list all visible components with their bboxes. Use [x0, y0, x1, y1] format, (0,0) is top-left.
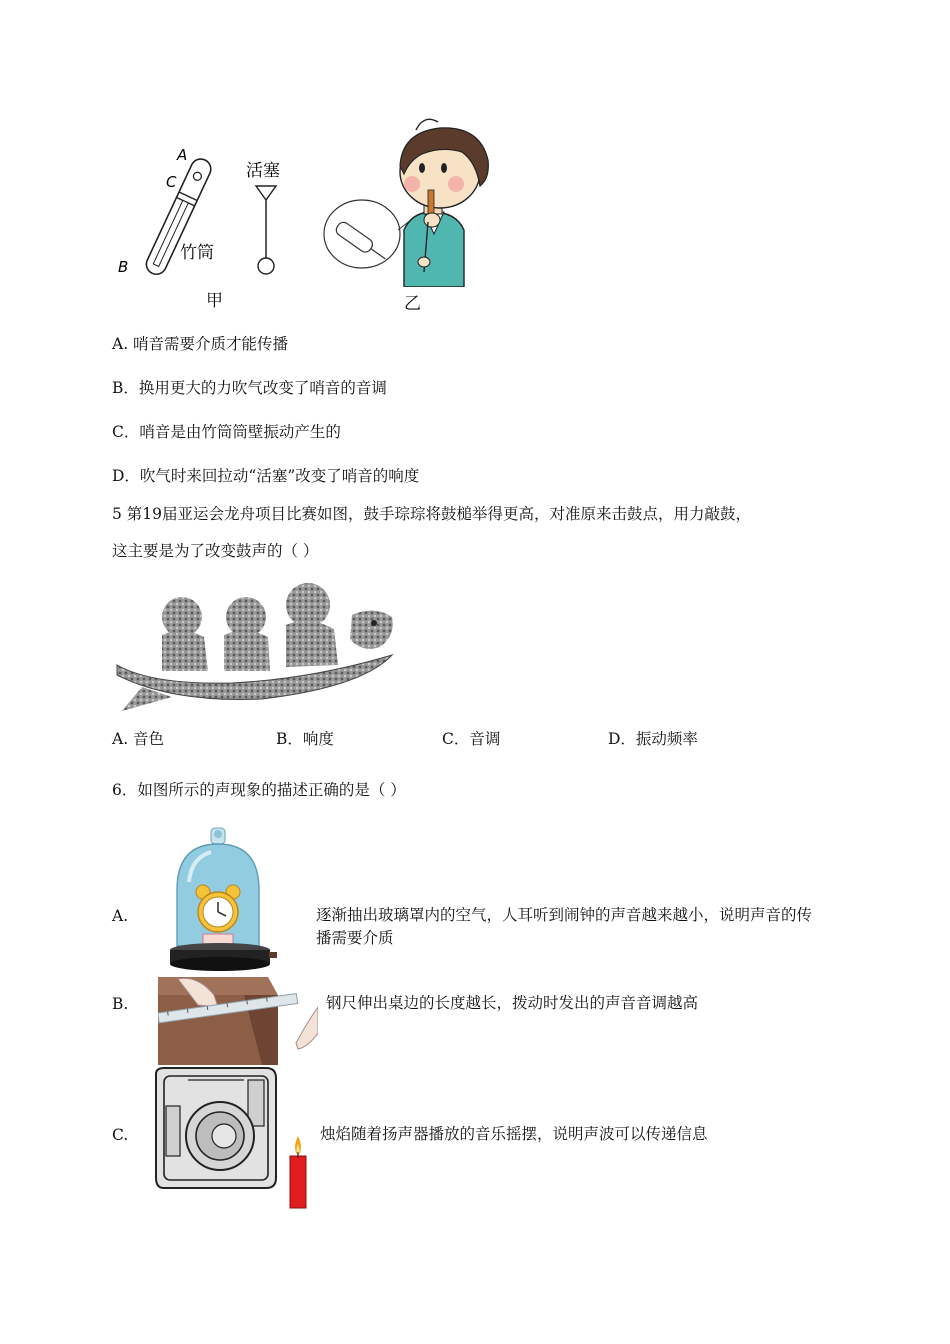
label-huosai: 活塞 [246, 161, 280, 181]
q6-stem: 6．如图所示的声现象的描述正确的是（ ） [112, 781, 406, 799]
q4-option-c: C．哨音是由竹筒筒壁振动产生的 [112, 423, 341, 441]
label-a: A [177, 146, 188, 164]
figure-label-yi: 乙 [404, 294, 421, 314]
q4-option-a: A. 哨音需要介质才能传播 [112, 335, 289, 353]
q4-option-b: B．换用更大的力吹气改变了哨音的音调 [112, 379, 387, 397]
figure-label-jia: 甲 [206, 291, 223, 311]
q5-stem-line2: 这主要是为了改变鼓声的（ ） [112, 542, 319, 560]
q6-option-a-text-2: 播需要介质 [316, 929, 394, 947]
steel-ruler-table-image [158, 977, 318, 1065]
q5-option-b: B．响度 [276, 730, 334, 748]
speaker-candle-image [148, 1066, 313, 1211]
q6-option-c-text: 烛焰随着扬声器播放的音乐摇摆，说明声波可以传递信息 [320, 1125, 708, 1143]
q5-stem-line1: 5 第19届亚运会龙舟项目比赛如图，鼓手琮琮将鼓槌举得更高，对准原来击鼓点，用力敲鼓， [112, 505, 752, 523]
q5-option-c: C．音调 [442, 730, 501, 748]
q6-option-b-text: 钢尺伸出桌边的长度越长，拨动时发出的声音音调越高 [326, 994, 699, 1012]
q6-option-a-text-1: 逐渐抽出玻璃罩内的空气，人耳听到闹钟的声音越来越小，说明声音的传 [316, 906, 813, 924]
q6-option-c-label: C. [112, 1126, 129, 1144]
q5-option-d: D．振动频率 [608, 730, 698, 748]
q5-option-a: A. 音色 [112, 730, 165, 748]
q4-option-d: D．吹气时来回拉动“活塞”改变了哨音的响度 [112, 467, 420, 485]
label-zhutong: 竹筒 [180, 243, 214, 263]
label-b: B [118, 258, 129, 276]
boy-whistle-figure-yi [320, 112, 495, 287]
q6-option-a-label: A. [112, 907, 129, 925]
q6-option-b-label: B. [112, 995, 129, 1013]
whistle-figure-jia [110, 140, 310, 310]
bell-jar-alarm-image [165, 826, 280, 976]
dragon-boat-image [112, 575, 397, 715]
label-c: C [166, 173, 177, 191]
